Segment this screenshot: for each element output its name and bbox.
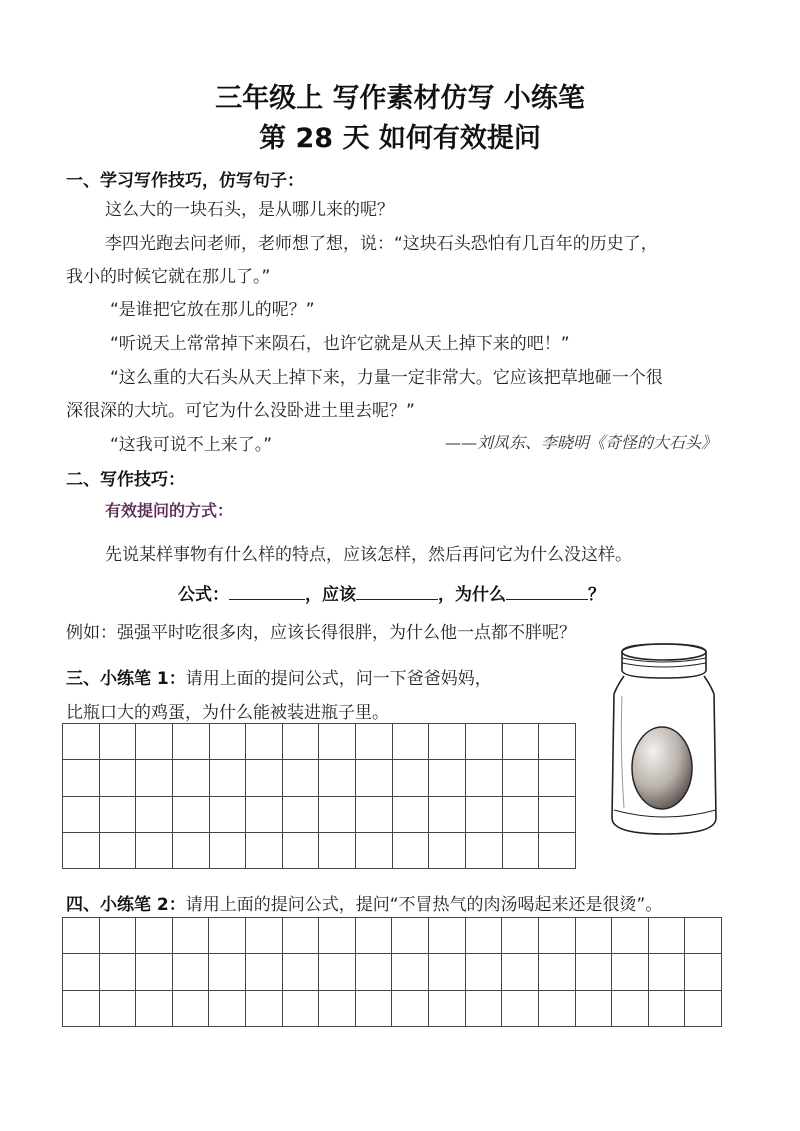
- grid-row: [63, 832, 576, 868]
- grid-cell[interactable]: [136, 760, 173, 796]
- grid-cell[interactable]: [209, 832, 246, 868]
- grid-cell[interactable]: [392, 796, 429, 832]
- grid-cell[interactable]: [465, 954, 502, 990]
- grid-cell[interactable]: [99, 954, 136, 990]
- grid-cell[interactable]: [209, 760, 246, 796]
- grid-cell[interactable]: [172, 990, 209, 1026]
- grid-cell[interactable]: [172, 954, 209, 990]
- grid-cell[interactable]: [466, 760, 503, 796]
- section1-paragraph: 李四光跑去问老师，老师想了想，说：“这块石头恐怕有几百年的历史了，: [105, 234, 658, 254]
- grid-cell[interactable]: [136, 832, 173, 868]
- grid-cell[interactable]: [392, 954, 429, 990]
- practice1-prompt-line2: 比瓶口大的鸡蛋，为什么能被装进瓶子里。: [66, 703, 389, 723]
- grid-cell[interactable]: [282, 954, 319, 990]
- grid-cell[interactable]: [685, 918, 722, 954]
- practice2-prompt: 请用上面的提问公式，提问“不冒热气的肉汤喝起来还是很烫”。: [185, 895, 663, 915]
- formula-part3: ，为什么: [438, 585, 506, 605]
- grid-cell[interactable]: [99, 760, 136, 796]
- grid-cell[interactable]: [136, 796, 173, 832]
- section1-paragraph: 我小的时候它就在那儿了。”: [66, 267, 271, 287]
- grid-cell[interactable]: [319, 954, 356, 990]
- grid-cell[interactable]: [282, 760, 319, 796]
- practice1-label: 三、小练笔 1：: [66, 669, 186, 689]
- grid-cell[interactable]: [465, 990, 502, 1026]
- grid-cell[interactable]: [99, 796, 136, 832]
- grid-cell[interactable]: [392, 990, 429, 1026]
- grid-cell[interactable]: [575, 954, 612, 990]
- section1-paragraph: “这我可说不上来了。”: [110, 435, 273, 455]
- grid-cell[interactable]: [172, 796, 209, 832]
- grid-cell[interactable]: [246, 724, 283, 760]
- section1-paragraph: “听说天上常常掉下来陨石，也许它就是从天上掉下来的吧！”: [110, 334, 570, 354]
- grid-cell[interactable]: [685, 954, 722, 990]
- grid-cell[interactable]: [63, 760, 100, 796]
- grid-cell[interactable]: [392, 918, 429, 954]
- grid-cell[interactable]: [63, 832, 100, 868]
- grid-cell[interactable]: [282, 832, 319, 868]
- practice1-prompt-line1: 请用上面的提问公式，问一下爸爸妈妈，: [185, 669, 492, 689]
- section2-heading: 二、写作技巧：: [66, 470, 185, 490]
- grid-cell[interactable]: [282, 990, 319, 1026]
- egg-icon: [632, 727, 692, 809]
- grid-cell[interactable]: [246, 832, 283, 868]
- grid-cell[interactable]: [392, 760, 429, 796]
- grid-cell[interactable]: [319, 918, 356, 954]
- grid-cell[interactable]: [502, 796, 539, 832]
- formula-end: ？: [588, 585, 605, 605]
- grid-cell[interactable]: [209, 724, 246, 760]
- grid-cell[interactable]: [355, 990, 392, 1026]
- formula-line: [178, 580, 605, 605]
- grid-cell[interactable]: [172, 724, 209, 760]
- grid-cell[interactable]: [246, 954, 283, 990]
- formula-blank-1[interactable]: [229, 583, 305, 600]
- grid-cell[interactable]: [136, 724, 173, 760]
- formula-part2: ，应该: [305, 585, 356, 605]
- grid-cell[interactable]: [356, 832, 393, 868]
- grid-row: [63, 760, 576, 796]
- practice2-prompt-line: [66, 890, 662, 915]
- grid-cell[interactable]: [282, 918, 319, 954]
- grid-cell[interactable]: [209, 918, 246, 954]
- grid-cell[interactable]: [502, 760, 539, 796]
- grid-cell[interactable]: [465, 918, 502, 954]
- grid-cell[interactable]: [575, 990, 612, 1026]
- grid-cell[interactable]: [209, 990, 246, 1026]
- grid-cell[interactable]: [685, 990, 722, 1026]
- grid-cell[interactable]: [246, 796, 283, 832]
- grid-cell[interactable]: [539, 760, 576, 796]
- grid-cell[interactable]: [319, 724, 356, 760]
- grid-cell[interactable]: [648, 954, 685, 990]
- grid-cell[interactable]: [319, 760, 356, 796]
- grid-cell[interactable]: [136, 954, 173, 990]
- grid-cell[interactable]: [63, 954, 100, 990]
- grid-cell[interactable]: [172, 832, 209, 868]
- grid-cell[interactable]: [172, 918, 209, 954]
- grid-row: [63, 954, 722, 990]
- grid-cell[interactable]: [63, 724, 100, 760]
- grid-cell[interactable]: [99, 918, 136, 954]
- grid-row: [63, 990, 722, 1026]
- page-title: 三年级上 写作素材仿写 小练笔: [215, 83, 585, 114]
- grid-cell[interactable]: [429, 832, 466, 868]
- grid-cell[interactable]: [429, 918, 466, 954]
- method-subheading: 有效提问的方式：: [105, 501, 234, 520]
- jar-egg-illustration: [600, 640, 730, 840]
- grid-cell[interactable]: [355, 918, 392, 954]
- section1-heading: 一、学习写作技巧，仿写句子：: [66, 171, 304, 191]
- grid-cell[interactable]: [356, 760, 393, 796]
- grid-row: [63, 918, 722, 954]
- grid-cell[interactable]: [539, 832, 576, 868]
- grid-cell[interactable]: [136, 918, 173, 954]
- practice1-writing-grid[interactable]: [62, 723, 576, 869]
- grid-cell[interactable]: [538, 918, 575, 954]
- grid-cell[interactable]: [392, 724, 429, 760]
- grid-cell[interactable]: [575, 918, 612, 954]
- section1-paragraph: “是谁把它放在那儿的呢？”: [110, 300, 315, 320]
- grid-cell[interactable]: [319, 990, 356, 1026]
- grid-cell[interactable]: [429, 990, 466, 1026]
- section1-paragraph: 深很深的大坑。可它为什么没卧进土里去呢？”: [66, 401, 415, 421]
- grid-cell[interactable]: [502, 918, 539, 954]
- grid-cell[interactable]: [319, 796, 356, 832]
- section1-paragraph: “这么重的大石头从天上掉下来，力量一定非常大。它应该把草地砸一个很: [110, 368, 663, 388]
- grid-cell[interactable]: [99, 832, 136, 868]
- practice2-writing-grid[interactable]: [62, 917, 722, 1027]
- practice2-label: 四、小练笔 2：: [66, 895, 186, 915]
- grid-cell[interactable]: [209, 796, 246, 832]
- grid-cell[interactable]: [648, 918, 685, 954]
- grid-cell[interactable]: [63, 990, 100, 1026]
- grid-cell[interactable]: [502, 990, 539, 1026]
- grid-cell[interactable]: [612, 954, 649, 990]
- method-explanation: 先说某样事物有什么样的特点，应该怎样，然后再问它为什么没这样。: [105, 545, 632, 565]
- grid-cell[interactable]: [502, 954, 539, 990]
- formula-blank-2[interactable]: [356, 583, 438, 600]
- citation: ——刘凤东、李晓明《奇怪的大石头》: [445, 433, 718, 452]
- grid-cell[interactable]: [246, 760, 283, 796]
- grid-cell[interactable]: [538, 954, 575, 990]
- grid-cell[interactable]: [538, 990, 575, 1026]
- example-sentence: 例如：强强平时吃很多肉，应该长得很胖，为什么他一点都不胖呢？: [66, 623, 576, 643]
- grid-cell[interactable]: [356, 796, 393, 832]
- grid-cell[interactable]: [63, 918, 100, 954]
- grid-cell[interactable]: [356, 724, 393, 760]
- grid-row: [63, 724, 576, 760]
- grid-cell[interactable]: [429, 724, 466, 760]
- formula-blank-3[interactable]: [506, 583, 588, 600]
- practice1-prompt: [66, 664, 492, 689]
- grid-cell[interactable]: [99, 724, 136, 760]
- page-subtitle: 第 28 天 如何有效提问: [259, 123, 541, 154]
- grid-row: [63, 796, 576, 832]
- grid-cell[interactable]: [648, 990, 685, 1026]
- grid-cell[interactable]: [539, 796, 576, 832]
- grid-cell[interactable]: [392, 832, 429, 868]
- grid-cell[interactable]: [136, 990, 173, 1026]
- grid-cell[interactable]: [466, 832, 503, 868]
- formula-label: 公式：: [178, 585, 229, 605]
- grid-cell[interactable]: [466, 724, 503, 760]
- grid-cell[interactable]: [355, 954, 392, 990]
- section1-paragraph: 这么大的一块石头，是从哪儿来的呢？: [105, 200, 394, 220]
- grid-cell[interactable]: [612, 918, 649, 954]
- grid-cell[interactable]: [502, 724, 539, 760]
- grid-cell[interactable]: [466, 796, 503, 832]
- grid-cell[interactable]: [539, 724, 576, 760]
- grid-cell[interactable]: [282, 796, 319, 832]
- grid-cell[interactable]: [246, 918, 283, 954]
- grid-cell[interactable]: [246, 990, 283, 1026]
- grid-cell[interactable]: [612, 990, 649, 1026]
- grid-cell[interactable]: [282, 724, 319, 760]
- grid-cell[interactable]: [502, 832, 539, 868]
- grid-cell[interactable]: [429, 796, 466, 832]
- grid-cell[interactable]: [209, 954, 246, 990]
- grid-cell[interactable]: [319, 832, 356, 868]
- grid-cell[interactable]: [172, 760, 209, 796]
- grid-cell[interactable]: [429, 760, 466, 796]
- grid-cell[interactable]: [99, 990, 136, 1026]
- grid-cell[interactable]: [63, 796, 100, 832]
- grid-cell[interactable]: [429, 954, 466, 990]
